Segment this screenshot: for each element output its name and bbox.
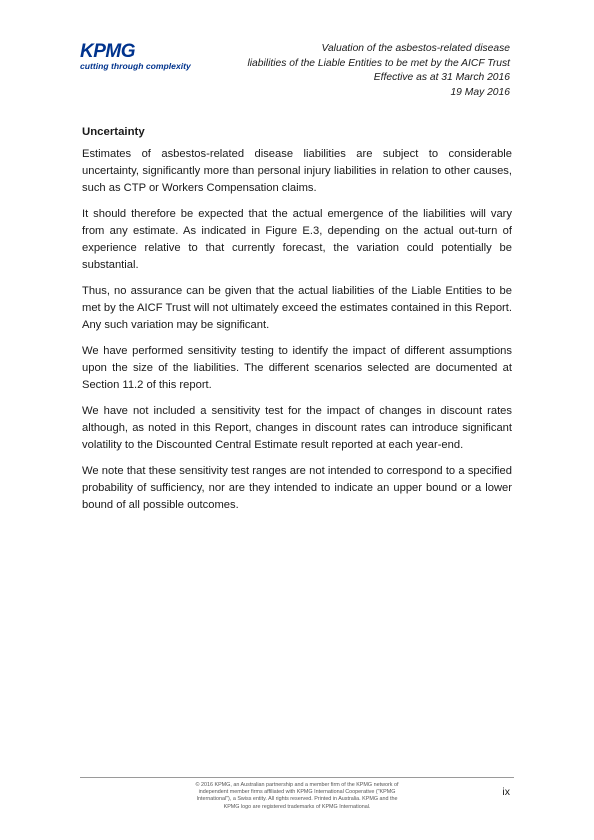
- header-title-line: liabilities of the Liable Entities to be met by the AICF Trust: [247, 57, 510, 69]
- document-header: [247, 42, 510, 100]
- paragraph: Estimates of asbestos-related disease liabilities are subject to considerable uncertainty, significantly more than personal injury liabilities in relation to other causes, such as CTP or Workers Compensation claims.: [82, 148, 512, 194]
- paragraph: It should therefore be expected that the actual emergence of the liabilities will vary from any estimate. As indicated in Figure E.3, depending on the actual out-turn of experience relative to that currently forecast, the variation could potentially be substantial.: [82, 208, 512, 271]
- paragraph: We have performed sensitivity testing to identify the impact of different assumptions upon the size of the liabilities. The different scenarios selected are documented at Section 11.2 of this report.: [82, 345, 512, 391]
- footer-copyright-line: International"), a Swiss entity. All rights reserved. Printed in Australia. KPMG and the: [196, 796, 398, 803]
- kpmg-wordmark-logo: [80, 40, 140, 60]
- logo-tagline: cutting through complexity: [80, 61, 191, 71]
- header-effective-date: Effective as at 31 March 2016: [373, 72, 510, 83]
- footer-copyright-line: independent member firms affiliated with KPMG International Cooperative ("KPMG: [198, 789, 396, 796]
- page-body: [82, 126, 512, 523]
- paragraph: We note that these sensitivity test ranges are not intended to correspond to a specified probability of sufficiency, nor are they intended to indicate an upper bound or a lower bound of all possible outcomes.: [82, 465, 512, 511]
- paragraph: Thus, no assurance can be given that the actual liabilities of the Liable Entities to be met by the AICF Trust will not ultimately exceed the estimates contained in this Report. Any such variation may be significant.: [82, 285, 512, 331]
- kpmg-logo: [80, 40, 190, 71]
- svg-text:KPMG: KPMG: [80, 41, 135, 60]
- header-title-line: Valuation of the asbestos-related disease: [321, 43, 510, 54]
- paragraph: We have not included a sensitivity test for the impact of changes in discount rates although, as noted in this Report, changes in discount rates can introduce significant volatility to the Discounted Central Estimate result reported at each year-end.: [82, 405, 512, 451]
- section-heading: Uncertainty: [82, 126, 145, 138]
- footer-divider: [80, 777, 514, 778]
- header-report-date: 19 May 2016: [450, 86, 510, 98]
- page-number: ix: [502, 786, 510, 798]
- footer-copyright-line: © 2016 KPMG, an Australian partnership and a member firm of the KPMG network of: [195, 782, 399, 788]
- footer-copyright: [168, 782, 426, 811]
- footer-copyright-line: KPMG logo are registered trademarks of KPMG International.: [223, 803, 371, 810]
